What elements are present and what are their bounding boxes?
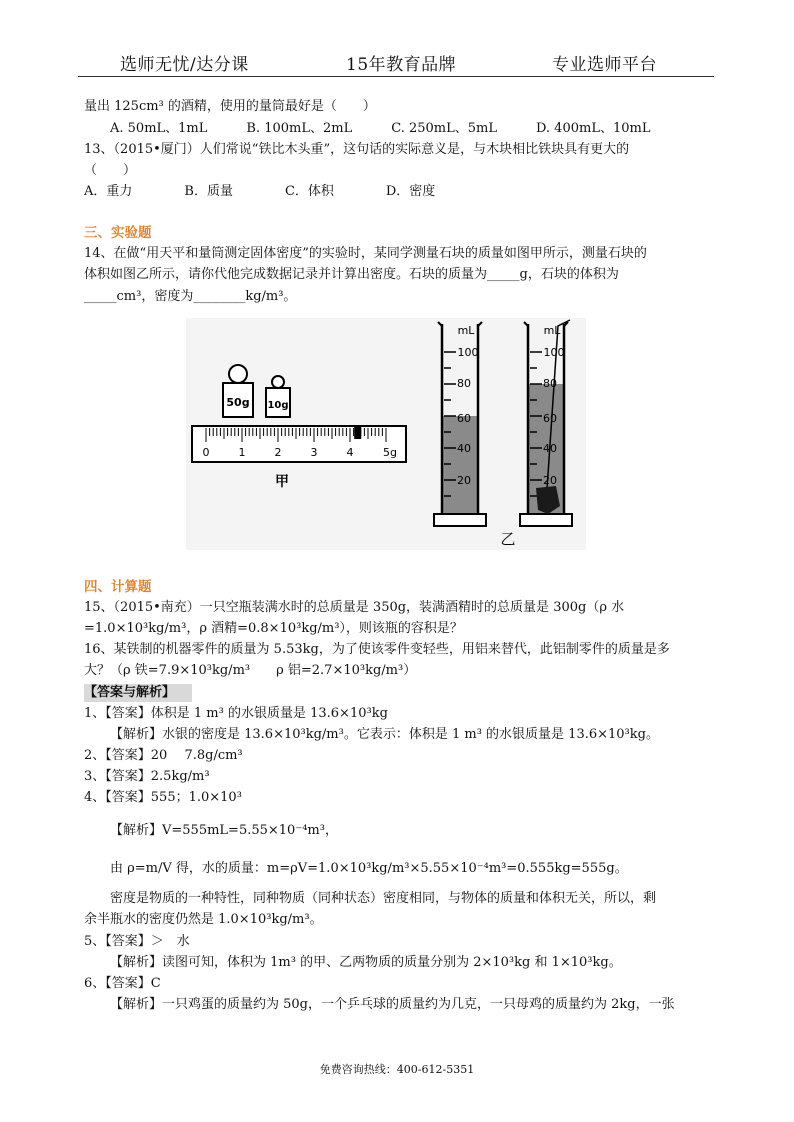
- answer-2: 2、【答案】20 7.8g/cm³: [84, 748, 243, 763]
- cyl2-tick-40: 40: [543, 442, 557, 455]
- q12-stem: 量出 125cm³ 的酒精，使用的量筒最好是（ ）: [84, 99, 376, 114]
- cyl1-tick-40: 40: [457, 442, 471, 455]
- q13-paren: （ ）: [84, 163, 137, 178]
- cyl1-unit: mL: [457, 324, 475, 337]
- cyl2-tick-100: 100: [543, 346, 565, 359]
- answer-4: 4、【答案】555；1.0×10³: [84, 790, 242, 805]
- answer-4-explanation-4: 余半瓶水的密度仍然是 1.0×10³kg/m³。: [84, 912, 323, 927]
- cyl2-tick-60: 60: [543, 412, 557, 425]
- cyl2-tick-20: 20: [543, 474, 557, 487]
- answer-5-explanation: 【解析】读图可知，体积为 1m³ 的甲、乙两物质的质量分别为 2×10³kg 和 1×10³kg。: [110, 955, 622, 970]
- answer-1-explanation: 【解析】水银的密度是 13.6×10³kg/m³。它表示：体积是 1 m³ 的水银质量是 13.6×10³kg。: [110, 727, 659, 742]
- answer-4-explanation-1: 【解析】V=555mL=5.55×10⁻⁴m³，: [110, 823, 338, 838]
- answer-1: 1、【答案】体积是 1 m³ 的水银质量是 13.6×10³kg: [84, 706, 388, 721]
- q16-line2: 大？（ρ 铁=7.9×10³kg/m³ ρ 铝=2.7×10³kg/m³）: [84, 663, 417, 678]
- cyl2-tick-80: 80: [543, 377, 557, 390]
- answers-title: 【答案与解析】: [84, 685, 176, 700]
- header-divider: [78, 76, 714, 77]
- answer-4-explanation-2: 由 ρ=m/V 得，水的质量：m=ρV=1.0×10³kg/m³×5.55×10⁻⁴m³=0.555kg=555g。: [110, 861, 628, 876]
- answer-4-explanation-3: 密度是物质的一种特性，同种物质（同种状态）密度相同，与物体的质量和体积无关，所以，剩: [110, 891, 657, 906]
- weight-10g-label: 10g: [267, 400, 289, 411]
- figure-label-jia: 甲: [275, 474, 289, 490]
- section-experiment-title: 三、实验题: [84, 225, 152, 241]
- header-platform: 专业选师平台: [552, 55, 657, 75]
- scale-tick-0: 0: [202, 446, 210, 459]
- figure-label-yi: 乙: [500, 530, 516, 548]
- graduated-cylinder-after: [520, 320, 572, 526]
- answer-6: 6、【答案】C: [84, 976, 161, 991]
- cyl1-tick-100: 100: [457, 346, 479, 359]
- balance-scale: [192, 425, 406, 462]
- scale-tick-2: 2: [274, 446, 282, 459]
- q13-options: A．重力 B．质量 C．体积 D．密度: [84, 184, 436, 199]
- q14-line2: 体积如图乙所示，请你代他完成数据记录并计算出密度。石块的质量为_____g，石块的体积为: [84, 267, 619, 282]
- graduated-cylinder-before: [434, 322, 486, 526]
- q15-line1: 15、（2015•南充）一只空瓶装满水时的总质量是 350g，装满酒精时的总质量是 300g（ρ 水: [84, 600, 625, 615]
- q16-line1: 16、某铁制的机器零件的质量为 5.53kg，为了使该零件变轻些，用铝来替代，此铝制零件的质量是多: [84, 642, 670, 657]
- header-slogan: 15年教育品牌: [346, 55, 457, 75]
- header-brand: 选师无忧/达分课: [120, 55, 249, 75]
- cyl1-tick-20: 20: [457, 474, 471, 487]
- cyl1-tick-60: 60: [457, 412, 471, 425]
- answer-6-explanation: 【解析】一只鸡蛋的质量约为 50g，一个乒乓球的质量约为几克，一只母鸡的质量约为 2kg，一张: [110, 997, 675, 1012]
- footer-hotline: 免费咨询热线：400-612-5351: [319, 1063, 475, 1076]
- cyl2-unit: mL: [543, 324, 561, 337]
- scale-tick-4: 4: [346, 446, 354, 459]
- cyl1-tick-80: 80: [457, 377, 471, 390]
- experiment-figure: [186, 318, 586, 550]
- q14-line3: _____cm³，密度为________kg/m³。: [84, 289, 297, 304]
- q15-line2: =1.0×10³kg/m³，ρ 酒精=0.8×10³kg/m³），则该瓶的容积是？: [84, 621, 463, 636]
- section-calculation-title: 四、计算题: [84, 579, 152, 595]
- weight-50g-label: 50g: [226, 396, 250, 409]
- q14-line1: 14、在做“用天平和量筒测定固体密度”的实验时，某同学测量石块的质量如图甲所示，测量石块的: [84, 246, 647, 261]
- q12-options: A. 50mL、1mL B. 100mL、2mL C. 250mL、5mL D. 400mL、10mL: [110, 121, 651, 136]
- scale-tick-3: 3: [310, 446, 318, 459]
- scale-tick-1: 1: [238, 446, 246, 459]
- scale-tick-5: 5g: [383, 446, 397, 459]
- q13-stem: 13、（2015•厦门）人们常说“铁比木头重”，这句话的实际意义是，与木块相比铁块具有更大的: [84, 142, 630, 157]
- scale-rider: [354, 425, 361, 439]
- answer-3: 3、【答案】2.5kg/m³: [84, 769, 210, 784]
- answer-5: 5、【答案】＞ 水: [84, 934, 190, 949]
